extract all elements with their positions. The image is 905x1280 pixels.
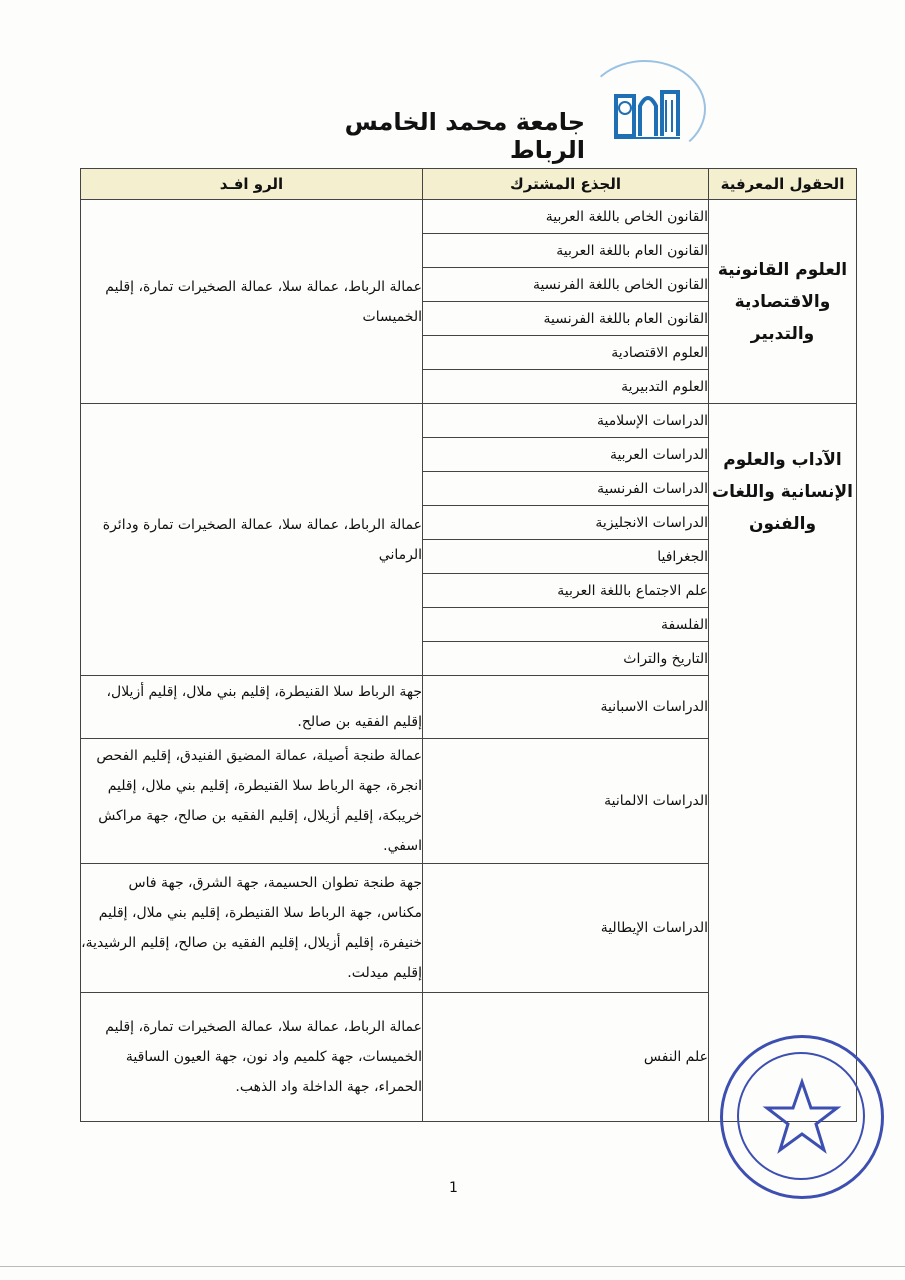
- table-row: [81, 200, 857, 234]
- table-header-row: [81, 169, 857, 200]
- university-logo-icon: [612, 82, 682, 140]
- tronc-item: علم الاجتماع باللغة العربية: [423, 574, 709, 608]
- tronc-item: القانون الخاص باللغة الفرنسية: [423, 268, 709, 302]
- rawafid-group2: عمالة الرباط، عمالة سلا، عمالة الصخيرات تمارة ودائرة الرماني: [81, 404, 423, 676]
- tronc-item: الدراسات الإيطالية: [423, 864, 709, 993]
- table-row: [81, 404, 857, 438]
- rawafid-group1: عمالة الرباط، عمالة سلا، عمالة الصخيرات تمارة، إقليم الخميسات: [81, 200, 423, 404]
- bottom-divider: [0, 1266, 905, 1267]
- tronc-item: الدراسات الفرنسية: [423, 472, 709, 506]
- tronc-item: العلوم الاقتصادية: [423, 336, 709, 370]
- header-rawafid: الرو افـد: [81, 169, 423, 200]
- stamp-star-icon: [723, 1038, 881, 1196]
- university-title: جامعة محمد الخامس الرباط: [344, 108, 585, 164]
- header-tronc: الجذع المشترك: [423, 169, 709, 200]
- field-law-economics: العلوم القانونية والاقتصادية والتدبير: [709, 200, 857, 404]
- rawafid-cell: عمالة طنجة أصيلة، عمالة المضيق الفنيدق، إقليم الفحص انجرة، جهة الرباط سلا القنيطرة، إقليم بني ملال، إقليم خريبكة، إقليم أزيلال، إقليم الفقيه بن صالح، جهة مراكش اسفي.: [81, 739, 423, 864]
- tronc-item: التاريخ والتراث: [423, 642, 709, 676]
- page-number: 1: [449, 1180, 458, 1196]
- tronc-item: القانون الخاص باللغة العربية: [423, 200, 709, 234]
- ministry-stamp: [720, 1035, 884, 1199]
- tronc-item: الدراسات الالمانية: [423, 739, 709, 864]
- page-header: [300, 60, 720, 164]
- tronc-item: الدراسات العربية: [423, 438, 709, 472]
- tronc-item: علم النفس: [423, 993, 709, 1122]
- tronc-item: الدراسات الاسبانية: [423, 676, 709, 739]
- header-fields: الحقول المعرفية: [709, 169, 857, 200]
- tronc-item: الدراسات الانجليزية: [423, 506, 709, 540]
- tronc-item: العلوم التدبيرية: [423, 370, 709, 404]
- rawafid-cell: عمالة الرباط، عمالة سلا، عمالة الصخيرات تمارة، إقليم الخميسات، جهة كلميم واد نون، جهة العيون الساقية الحمراء، جهة الداخلة واد الذهب.: [81, 993, 423, 1122]
- tronc-item: الدراسات الإسلامية: [423, 404, 709, 438]
- rawafid-cell: جهة الرباط سلا القنيطرة، إقليم بني ملال، إقليم أزيلال، إقليم الفقيه بن صالح.: [81, 676, 423, 739]
- tronc-item: القانون العام باللغة العربية: [423, 234, 709, 268]
- tronc-item: القانون العام باللغة الفرنسية: [423, 302, 709, 336]
- admissions-table: [80, 168, 857, 1122]
- tronc-item: الفلسفة: [423, 608, 709, 642]
- tronc-item: الجغرافيا: [423, 540, 709, 574]
- field-letters-humanities: الآداب والعلوم الإنسانية واللغات والفنون: [709, 404, 857, 1122]
- rawafid-cell: جهة طنجة تطوان الحسيمة، جهة الشرق، جهة فاس مكناس، جهة الرباط سلا القنيطرة، إقليم بني ملال، إقليم خنيفرة، إقليم أزيلال، إقليم الفقيه بن صالح، إقليم الرشيدية، إقليم ميدلت.: [81, 864, 423, 993]
